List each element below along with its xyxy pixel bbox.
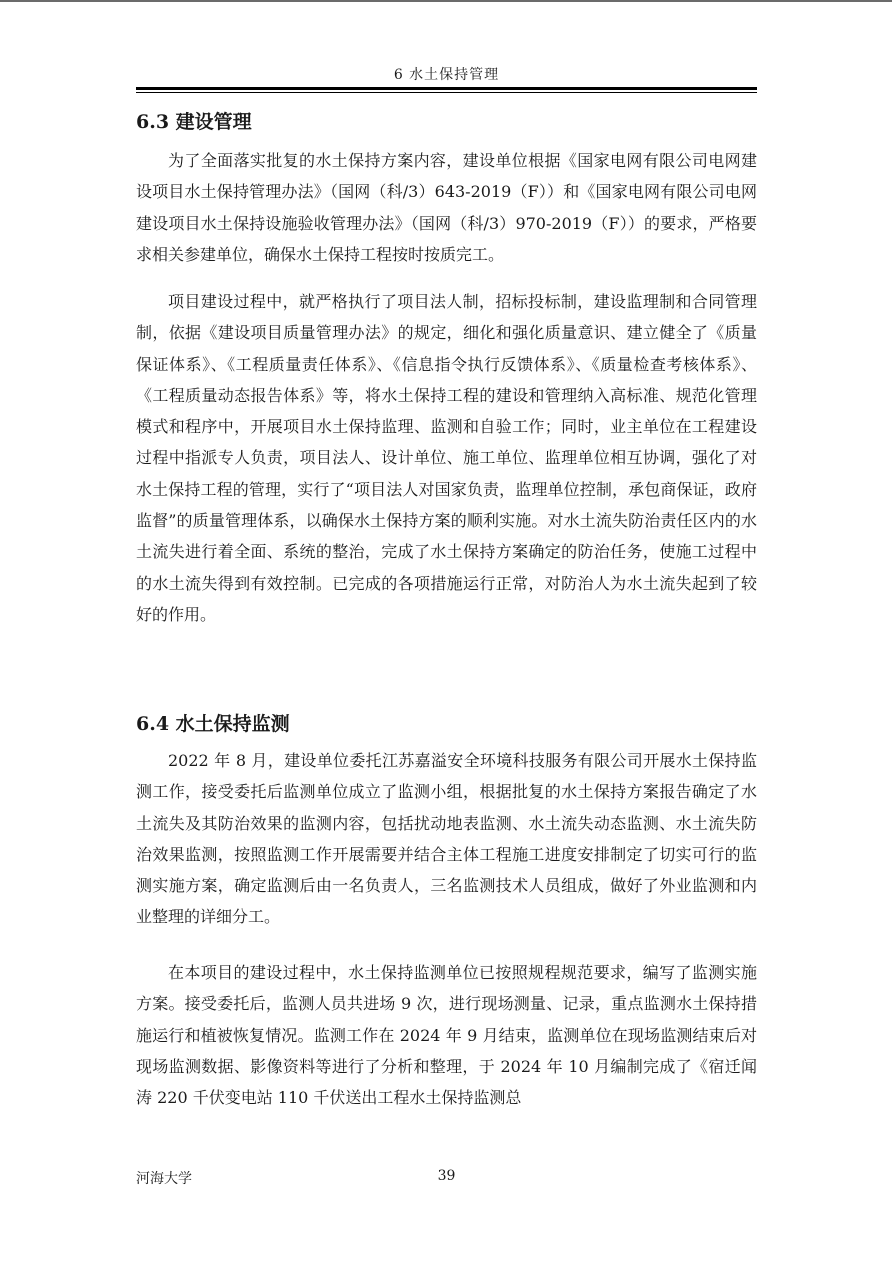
top-border-line xyxy=(0,0,892,2)
footer-institution: 河海大学 xyxy=(136,1171,192,1187)
header-rule-thick xyxy=(136,87,757,90)
running-header: 6 水土保持管理 xyxy=(393,67,500,83)
section-6-3-paragraph-2: 项目建设过程中，就严格执行了项目法人制，招标投标制，建设监理制和合同管理制，依据《建设项目质量管理办法》的规定，细化和强化质量意识、建立健全了《质量保证体系》、《工程质量责任体系》、《信息指令执行反馈体系》、《质量检查考核体系》、《工程质量动态报告体系》等，将水土保持工程的建设和管理纳入高标准、规范化管理模式和程序中，开展项目水土保持监理、监测和自验工作；同时，业主单位在工程建设过程中指派专人负责，项目法人、设计单位、施工单位、监理单位相互协调，强化了对水土保持工程的管理，实行了“项目法人对国家负责，监理单位控制，承包商保证，政府监督”的质量管理体系，以确保水土保持方案的顺利实施。对水土流失防治责任区内的水土流失进行着全面、系统的整治，完成了水土保持方案确定的防治任务，使施工过程中的水土流失得到有效控制。已完成的各项措施运行正常，对防治人为水土流失起到了较好的作用。 xyxy=(136,292,757,624)
section-6-3-paragraph-1: 为了全面落实批复的水土保持方案内容，建设单位根据《国家电网有限公司电网建设项目水土保持管理办法》（国网（科/3）643-2019（F））和《国家电网有限公司电网建设项目水土保持设施验收管理办法》（国网（科/3）970-2019（F））的要求，严格要求相关参建单位，确保水土保持工程按时按质完工。 xyxy=(136,151,757,264)
section-heading-6-4: 6.4 水土保持监测 xyxy=(136,713,290,735)
header-rule-thin xyxy=(136,92,757,93)
section-6-4-paragraph-2: 在本项目的建设过程中，水土保持监测单位已按照规程规范要求，编写了监测实施方案。接受委托后，监测人员共进场 9 次，进行现场测量、记录，重点监测水土保持措施运行和植被恢复情况。监测工作在 2024 年 9 月结束，监测单位在现场监测结束后对现场监测数据、影像资料等进行了分析和整理，于 2024 年 10 月编制完成了《宿迁闻涛 220 千伏变电站 110 千伏送出工程水土保持监测总 xyxy=(136,963,757,1108)
page-number: 39 xyxy=(437,1168,456,1184)
section-6-4-paragraph-1: 2022 年 8 月，建设单位委托江苏嘉溢安全环境科技服务有限公司开展水土保持监测工作，接受委托后监测单位成立了监测小组，根据批复的水土保持方案报告确定了水土流失及其防治效果的监测内容，包括扰动地表监测、水土流失动态监测、水土流失防治效果监测，按照监测工作开展需要并结合主体工程施工进度安排制定了切实可行的监测实施方案，确定监测后由一名负责人，三名监测技术人员组成，做好了外业监测和内业整理的详细分工。 xyxy=(136,751,757,927)
section-heading-6-3: 6.3 建设管理 xyxy=(136,111,252,133)
